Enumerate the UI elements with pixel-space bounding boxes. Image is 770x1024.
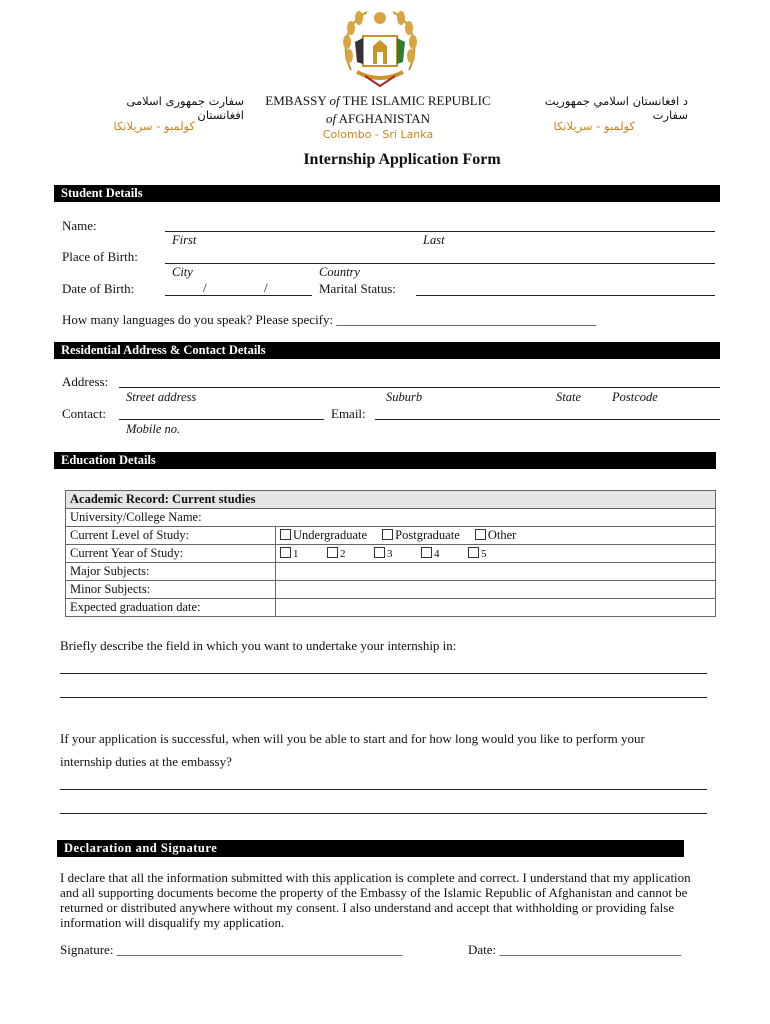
country-hint: Country [319,265,360,279]
name-field[interactable] [165,231,715,232]
option-label: Postgraduate [395,528,460,542]
table-row [66,509,716,527]
section-student-details: Student Details [54,185,720,202]
embassy-emblem [337,6,423,90]
academic-record-header: Academic Record: Current studies [66,491,716,509]
first-hint: First [172,233,197,247]
place-of-birth-label: Place of Birth: [62,249,138,264]
year-option[interactable] [374,547,421,560]
header-left-title: سفارت جمهوری اسلامی افغانستان [126,94,244,122]
marital-status-field[interactable] [416,295,715,296]
major-subjects-field[interactable] [276,563,716,581]
dob-separator: / [264,280,268,295]
major-subjects-label: Major Subjects: [66,563,276,581]
suburb-hint: Suburb [386,390,423,404]
checkbox-icon[interactable] [280,547,291,558]
checkbox-icon[interactable] [475,529,486,540]
section-education: Education Details [54,452,716,469]
header-center-line1 [262,93,494,109]
option-label: 4 [434,548,440,560]
year-option[interactable] [421,547,468,560]
internship-field-answer-line[interactable] [60,697,707,698]
year-of-study-options [276,545,716,563]
section-residential: Residential Address & Contact Details [54,342,720,359]
date-of-birth-label: Date of Birth: [62,281,135,296]
state-hint: State [556,390,581,404]
signature-field[interactable]: Signature: ____________________________________________ [60,942,403,957]
postcode-hint: Postcode [612,390,658,404]
address-field[interactable] [119,387,720,388]
checkbox-icon[interactable] [374,547,385,558]
languages-question[interactable]: How many languages do you speak? Please specify: ________________________________________ [62,312,597,327]
email-label: Email: [331,406,366,421]
mobile-hint: Mobile no. [126,422,181,436]
header-left-city: کولمبو - سریلانکا [113,119,195,133]
date-field[interactable]: Date: ____________________________ [468,942,682,957]
header-center-of: of [329,93,340,108]
graduation-date-label: Expected graduation date: [66,599,276,617]
header-center-of: of [325,111,337,126]
year-option[interactable] [327,547,374,560]
date-of-birth-field[interactable] [165,295,312,296]
address-label: Address: [62,374,109,389]
year-option[interactable] [280,547,327,560]
year-option[interactable] [468,547,515,560]
level-of-study-options [276,527,716,545]
option-label: 2 [340,548,346,560]
graduation-date-field[interactable] [276,599,716,617]
header-center-text: THE ISLAMIC REPUBLIC [339,93,491,108]
option-label: Other [487,528,517,542]
level-option[interactable] [382,528,460,543]
last-hint: Last [423,233,445,247]
minor-subjects-field[interactable] [276,581,716,599]
year-of-study-label: Current Year of Study: [66,545,276,563]
option-label: 3 [387,548,393,560]
place-of-birth-field[interactable] [165,263,715,264]
header-center-text: EMBASSY [265,93,330,108]
form-title: Internship Application Form [303,151,501,168]
start-answer-line[interactable] [60,789,707,790]
checkbox-icon[interactable] [327,547,338,558]
header-center-city: Colombo - Sri Lanka [322,128,434,141]
internship-field-answer-line[interactable] [60,673,707,674]
start-answer-line[interactable] [60,813,707,814]
academic-record-table [65,490,716,617]
table-row [66,581,716,599]
checkbox-icon[interactable] [468,547,479,558]
start-question-line1: If your application is successful, when will you be able to start and for how long would you like to perform your [60,731,645,746]
option-label: Undergraduate [293,528,368,542]
level-option[interactable] [475,528,516,543]
header-right-title: د افغانستان اسلامي جمهوريت سفارت [544,94,688,122]
marital-status-label: Marital Status: [319,281,396,296]
dob-separator: / [203,280,207,295]
section-declaration: Declaration and Signature [57,840,684,857]
table-row [66,599,716,617]
level-option[interactable] [280,528,367,543]
header-center-text: AFGHANISTAN [336,111,431,126]
city-hint: City [172,265,193,279]
checkbox-icon[interactable] [280,529,291,540]
email-field[interactable] [375,419,720,420]
contact-label: Contact: [62,406,107,421]
level-of-study-label: Current Level of Study: [66,527,276,545]
street-hint: Street address [126,390,197,404]
university-name-cell[interactable]: University/College Name: [66,509,716,527]
table-row [66,545,716,563]
option-label: 5 [481,548,487,560]
internship-field-question: Briefly describe the field in which you want to undertake your internship in: [60,638,457,653]
checkbox-icon[interactable] [421,547,432,558]
minor-subjects-label: Minor Subjects: [66,581,276,599]
checkbox-icon[interactable] [382,529,393,540]
contact-field[interactable] [119,419,324,420]
name-label: Name: [62,218,97,233]
table-row [66,527,716,545]
declaration-text: I declare that all the information submitted with this application is complete and correct. I understand that my application and all supporting documents become the property of the Embassy of the Islamic Republic of Afghanistan and cannot be returned or distributed anywhere without my consent. I also understand and accept that withholding or providing false information will disqualify my application. [60,870,691,930]
header-center-line2 [262,111,494,127]
option-label: 1 [293,548,299,560]
header-right-city: کولمبو - سریلانکا [553,119,635,133]
start-question-line2: internship duties at the embassy? [60,754,232,769]
table-row [66,563,716,581]
